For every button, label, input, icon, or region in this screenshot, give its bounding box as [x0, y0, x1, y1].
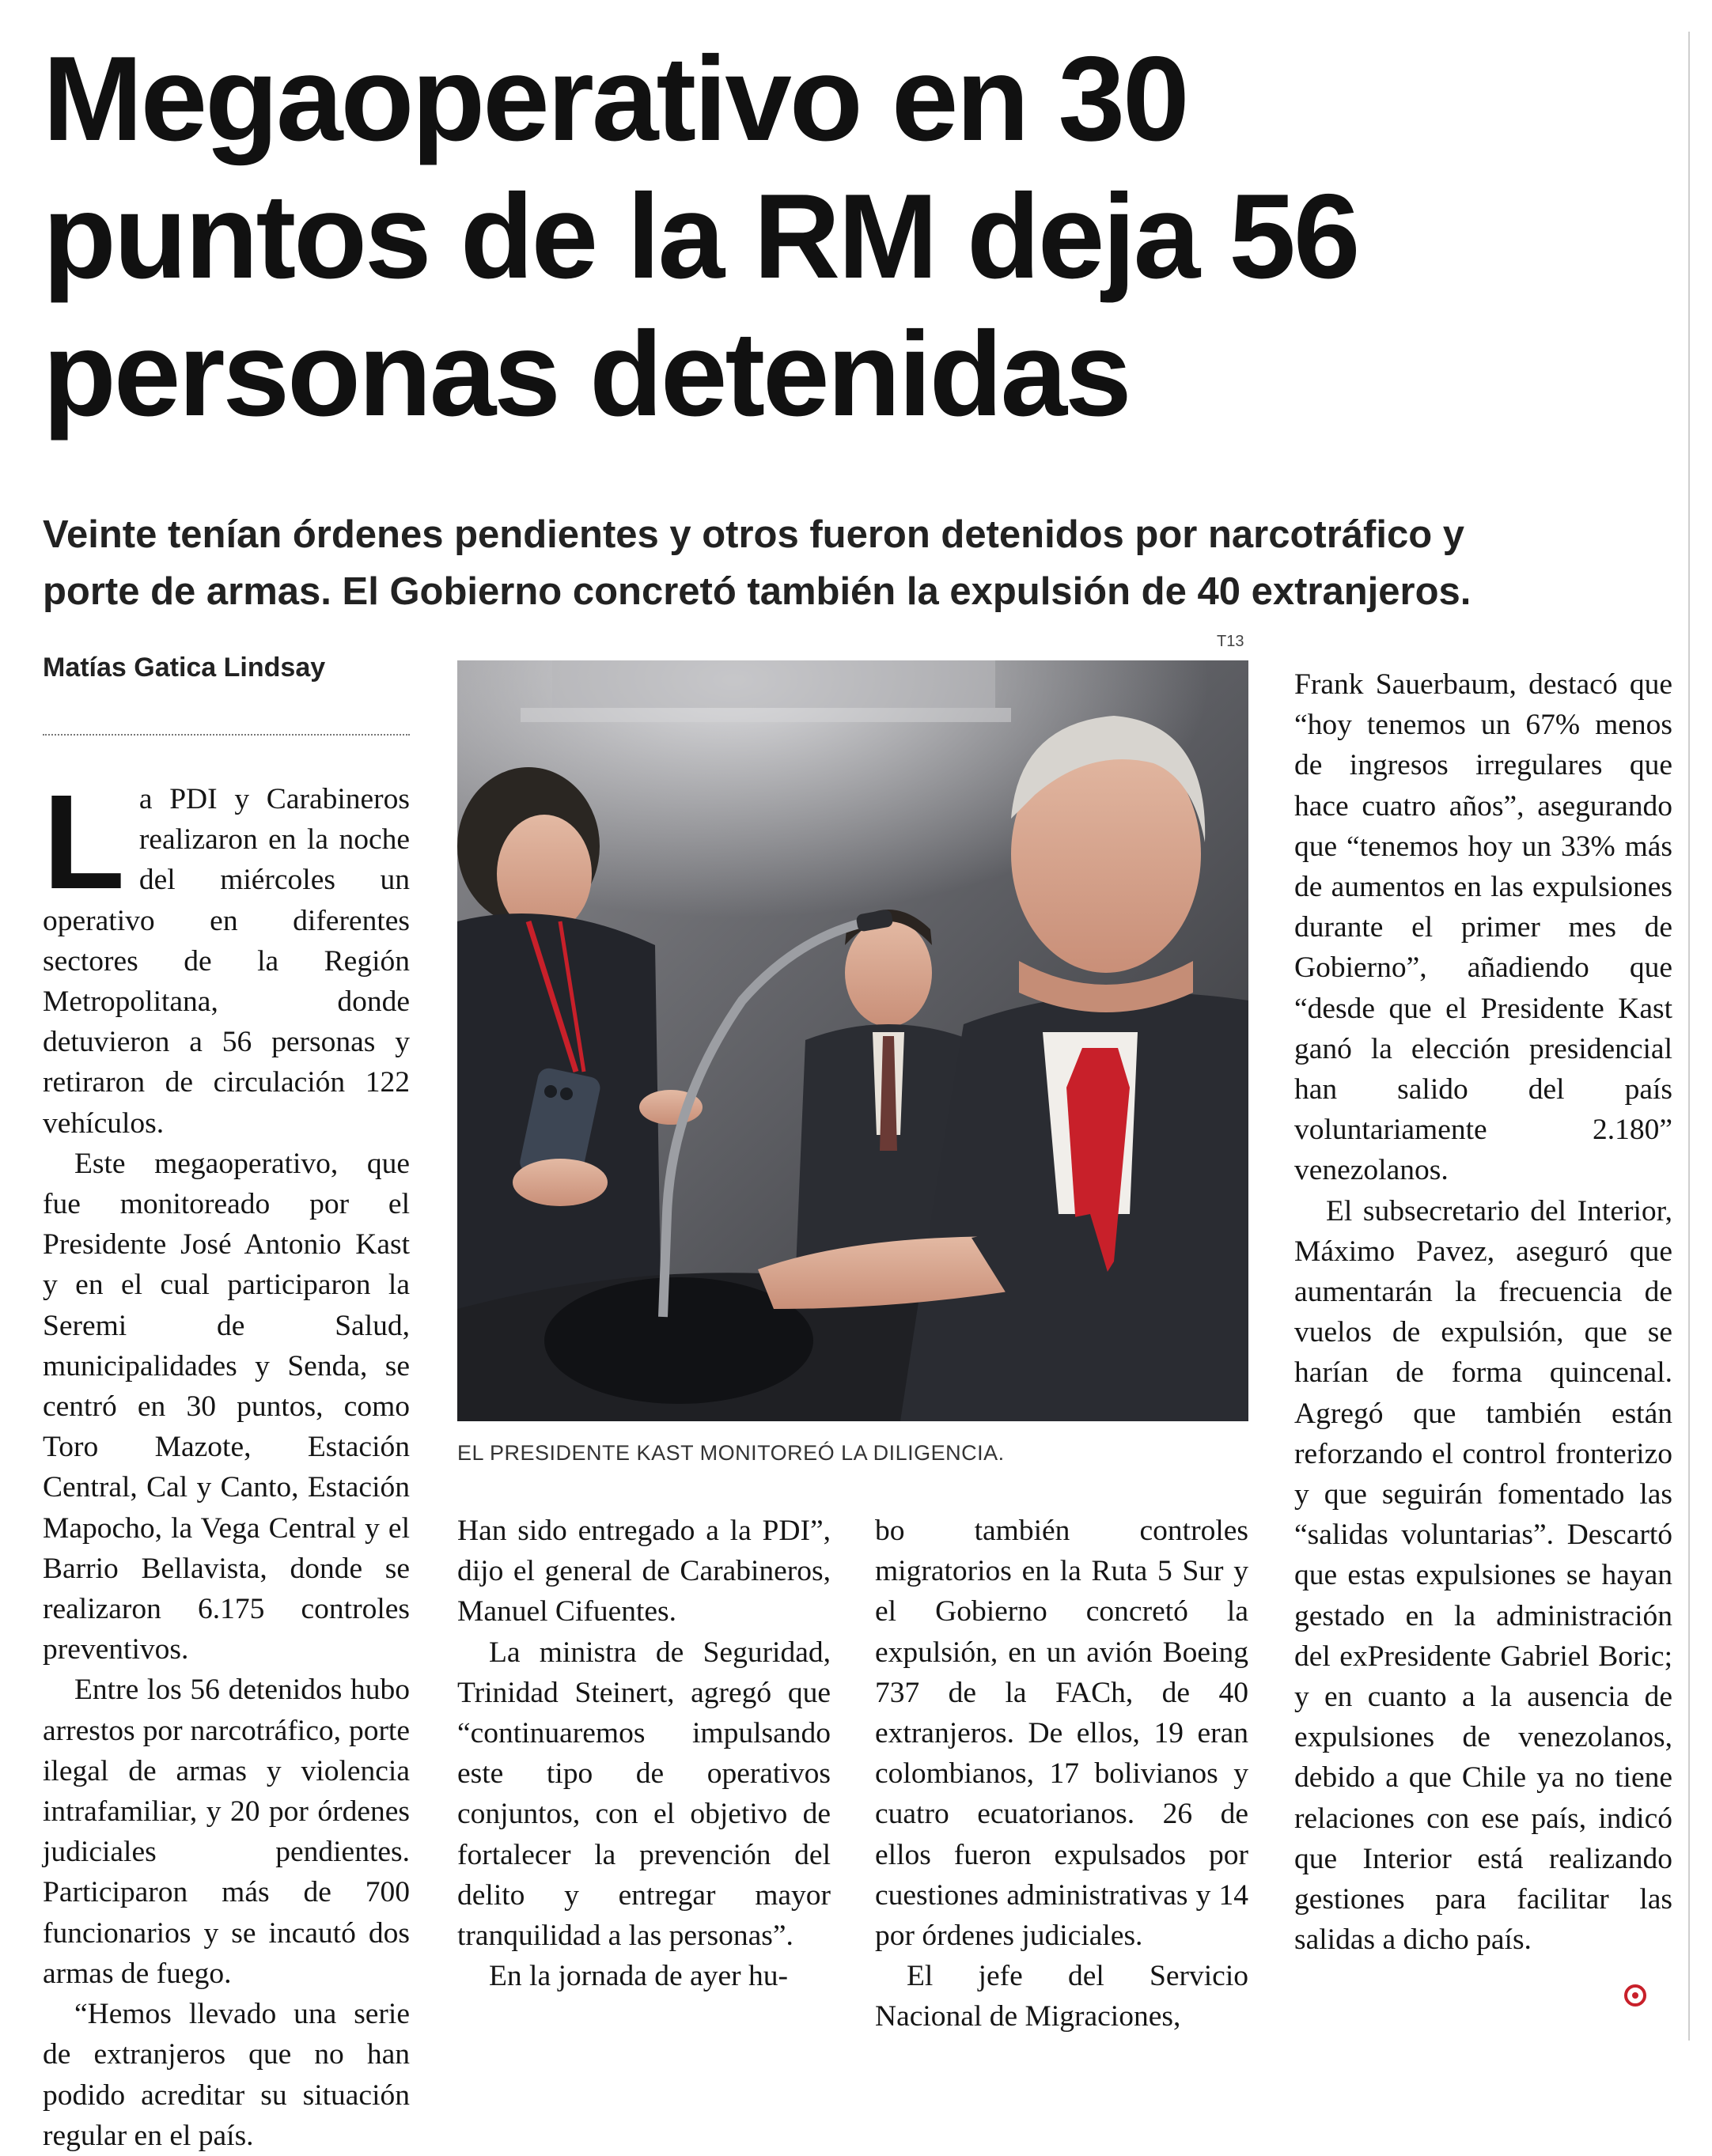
- subtitle: [43, 506, 1688, 620]
- headline: [43, 30, 1688, 443]
- paragraph: [43, 767, 410, 1144]
- paragraph: Este megaoperativo, que fue monitoreado por el Presidente José Antonio Kast y en el cual participaron la Seremi de Salud, municipalidades y Senda, se centró en 30 puntos, como Toro Mazote, Estación Central, Cal y Canto, Estación Mapocho, la Vega Central y el Barrio Bellavista, donde se realizaron 6.175 controles preventivos.: [43, 1147, 410, 1666]
- paragraph: La ministra de Seguridad, Trinidad Steinert, agregó que “continuaremos impulsando este tipo de operativos conjuntos, con el objetivo de fortalecer la prevención del delito y entregar mayor tranquilidad a las personas”.: [457, 1636, 831, 1953]
- article-column-3: [875, 1511, 1248, 2037]
- paragraph: El subsecretario del Interior, Máximo Pavez, aseguró que aumentarán la frecuencia de vuelos de expulsión, que se harían de forma quincenal. Agregó que también están reforzando el control fronterizo y que seguirán fomentado las “salidas voluntarias”. Descartó que estas expulsiones se hayan gestado en la administración del exPresidente Gabriel Boric; y en cuanto a la ausencia de expulsiones de venezolanos, debido a que Chile ya no tiene relaciones con ese país, indicó que Interior está realizando gestiones para facilitar las salidas a dicho país.: [1294, 1194, 1672, 1957]
- paragraph: Frank Sauerbaum, destacó que “hoy tenemos un 67% menos de ingresos irregulares que hace cuatro años”, asegurando que “tenemos hoy un 33% más de aumentos en las expulsiones durante el primer mes de Gobierno”, añadiendo que “desde que el Presidente Kast ganó la elección presidencial han salido del país voluntariamente 2.180” venezolanos.: [1294, 668, 1672, 1187]
- paragraph: El jefe del Servicio Nacional de Migraciones,: [875, 1960, 1248, 2033]
- news-photo: [457, 660, 1248, 1421]
- byline-divider: [43, 734, 410, 736]
- page-edge-rule: [1688, 32, 1690, 2041]
- subtitle-line: porte de armas. El Gobierno concretó también la expulsión de 40 extranjeros.: [43, 570, 1471, 613]
- photo-credit: T13: [1217, 633, 1244, 650]
- article-column-1: [43, 767, 410, 2156]
- end-of-article-icon: [1623, 1984, 1647, 2007]
- subtitle-line: Veinte tenían órdenes pendientes y otros fueron detenidos por narcotráfico y: [43, 513, 1465, 556]
- article-column-2: [457, 1511, 831, 1996]
- paragraph: Entre los 56 detenidos hubo arrestos por narcotráfico, porte ilegal de armas y violencia intrafamiliar, y 20 por órdenes judiciales pendientes. Participaron más de 700 funcionarios y se incautó dos armas de fuego.: [43, 1674, 410, 1990]
- article-column-4: [1294, 664, 1672, 1961]
- paragraph: Han sido entregado a la PDI”, dijo el general de Carabineros, Manuel Cifuentes.: [457, 1515, 831, 1628]
- paragraph: bo también controles migratorios en la Ruta 5 Sur y el Gobierno concretó la expulsión, en un avión Boeing 737 de la FACh, de 40 extranjeros. De ellos, 19 eran colombianos, 17 bolivianos y cuatro ecuatorianos. 26 de ellos fueron expulsados por cuestiones administrativas y 14 por órdenes judiciales.: [875, 1515, 1248, 1953]
- byline: Matías Gatica Lindsay: [43, 652, 326, 683]
- headline-line: personas detenidas: [43, 307, 1130, 441]
- headline-line: puntos de la RM deja 56: [43, 169, 1358, 304]
- headline-line: Megaoperativo en 30: [43, 32, 1187, 166]
- photo-caption: EL PRESIDENTE KAST MONITOREÓ LA DILIGENCIA.: [457, 1441, 1005, 1465]
- drop-cap: L: [43, 767, 125, 917]
- photo-illustration: [457, 660, 1248, 1421]
- paragraph-text: a PDI y Carabineros realizaron en la noche del miércoles un operativo en diferentes sectores de la Región Metropolitana, donde detuvieron a 56 personas y retiraron de circulación 122 vehículos.: [43, 783, 410, 1140]
- paragraph: En la jornada de ayer hu-: [489, 1960, 788, 1993]
- paragraph: “Hemos llevado una serie de extranjeros que no han podido acreditar su situación regular en el país.: [43, 1998, 410, 2152]
